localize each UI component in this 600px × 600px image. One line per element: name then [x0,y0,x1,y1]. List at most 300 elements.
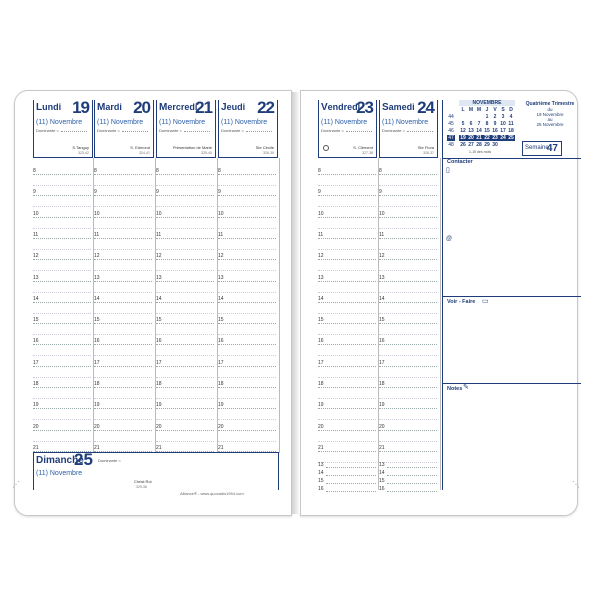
hour-label: 20 [156,423,162,430]
hour-label: 21 [156,444,162,451]
hour-line [318,387,376,388]
hour-label: 16 [156,338,162,345]
mini-day: 12 [460,128,466,134]
day-name: Lundi [36,102,62,113]
hour-line [379,238,437,239]
binding-shadow [292,92,300,514]
hour-label: 13 [94,274,100,281]
half-hour-line [218,185,276,186]
hour-line [218,174,276,175]
pencil-icon: ✎ [463,384,469,391]
half-hour-line [33,377,91,378]
hour-line [94,387,152,388]
hour-line [94,238,152,239]
hour-label: 9 [156,189,159,196]
mini-day: 10 [500,121,506,127]
hour-line [94,281,152,282]
hour-label: 18 [218,381,224,387]
hour-line [94,430,152,431]
hour-label: 20 [94,423,100,430]
mini-day: 29 [484,142,490,148]
half-hour-line [33,206,91,207]
hour-label: 18 [379,381,385,387]
hour-label: 10 [218,210,224,217]
hour-label: 11 [33,231,39,238]
mini-weekday: V [493,107,497,113]
day-number: 20 [133,98,150,117]
hour-line [218,430,276,431]
half-hour-line [33,441,91,442]
day-header [318,100,377,158]
hour-line [379,302,437,303]
hour-line [33,430,91,431]
sunday-month: (11) Novembre [36,470,83,477]
hour-line [33,174,91,175]
mini-day: 7 [477,121,481,127]
hour-label: 12 [33,253,39,260]
hour-line [379,259,437,260]
mini-day: 6 [469,121,473,127]
hour-line [379,366,437,367]
hour-line [318,408,376,409]
half-hour-line [33,292,91,293]
half-hour-line [218,398,276,399]
hour-label: 21 [218,444,224,451]
half-hour-line [318,462,376,463]
hour-line [318,195,376,196]
hour-label: 16 [379,338,385,345]
day-dominante: Dominante = [97,128,148,133]
hour-label: 18 [156,381,162,387]
hour-label: 10 [156,210,162,217]
hour-label: 15 [379,317,385,324]
sunday-name: Dimanche [36,455,84,466]
mini-day: 16 [492,128,498,134]
hour-label: 8 [94,168,97,174]
half-hour-line [156,270,214,271]
phone-icon: ▯ [446,167,450,174]
hour-line [318,174,376,175]
half-hour-line [379,313,437,314]
hour-line [318,281,376,282]
mini-weeknum: 45 [448,121,454,127]
hour-label: 14 [156,295,162,302]
hour-label: 12 [94,253,100,260]
hour-line [33,238,91,239]
hour-label: 10 [94,210,100,217]
hour-label: 9 [33,189,36,196]
hour-label: 20 [379,423,385,430]
day-code: 326-39 [263,151,274,155]
half-hour-line [94,398,152,399]
mini-calendar-footer: 1-15 des mots [469,150,492,154]
hour-label: 12 [218,253,224,260]
hour-line [33,302,91,303]
mini-day: 1 [485,114,489,120]
day-month: (11) Novembre [159,119,206,126]
half-hour-line [379,270,437,271]
mini-day: 27 [468,142,474,148]
hour-line [33,387,91,388]
hour-label: 16 [218,338,224,345]
hour-label: 14 [379,295,385,302]
day-code: 325-40 [201,151,212,155]
day-number: 19 [72,98,89,117]
hour-label: 12 [156,253,162,260]
hour-line [156,387,214,388]
hour-line [387,483,437,484]
hour-line [156,430,214,431]
hour-line [218,195,276,196]
hour-label: 13 [318,462,324,468]
half-hour-line [318,441,376,442]
hour-line [94,408,152,409]
half-hour-line [94,355,152,356]
mini-day: 25 [508,135,514,141]
hour-line [94,344,152,345]
half-hour-line [318,334,376,335]
hour-line [218,408,276,409]
hour-line [379,195,437,196]
hour-line [218,323,276,324]
hour-line [156,302,214,303]
half-hour-line [218,292,276,293]
half-hour-line [33,313,91,314]
hour-label: 17 [218,359,224,366]
half-hour-line [379,228,437,229]
day-header [156,100,216,158]
day-saint: Présentation de Marie [172,145,212,150]
half-hour-line [318,292,376,293]
hour-line [387,491,437,492]
hour-line [156,323,214,324]
column-divider [440,158,441,490]
trimestre-info [520,101,580,127]
mini-day: 17 [500,128,506,134]
hour-line [318,451,376,452]
at-icon: @ [446,236,453,242]
mini-day: 20 [468,135,474,141]
hour-line [326,483,376,484]
mini-day: 14 [476,128,482,134]
half-hour-line [318,313,376,314]
voir-faire-label: Voir - Faire [447,299,476,305]
hour-line [218,259,276,260]
hour-line [218,238,276,239]
half-hour-line [156,334,214,335]
hour-label: 20 [218,423,224,430]
circle-icon [323,145,329,151]
hour-line [33,281,91,282]
half-hour-line [156,206,214,207]
hour-label: 10 [33,210,39,217]
left-corner-mark: ⋰ [12,480,20,489]
half-hour-line [379,334,437,335]
mini-calendar [443,100,518,158]
hour-label: 20 [318,423,324,430]
hour-label: 13 [379,274,385,281]
day-month: (11) Novembre [97,119,144,126]
half-hour-line [94,185,152,186]
column-divider [155,158,156,453]
hour-label: 10 [318,210,324,217]
mini-weekday: M [468,107,474,113]
day-dominante: Dominante = [221,128,272,133]
half-hour-line [379,419,437,420]
hour-label: 15 [218,317,224,324]
hour-line [94,217,152,218]
half-hour-line [318,249,376,250]
sunday-code: 329-36 [136,485,147,489]
hour-line [318,302,376,303]
day-saint: Ste Cécile [255,145,274,150]
hour-label: 17 [379,359,385,366]
hour-line [326,475,376,476]
half-hour-line [94,292,152,293]
hour-line [156,366,214,367]
hour-label: 13 [156,274,162,281]
hour-line [156,281,214,282]
hour-line [156,408,214,409]
hour-line [33,323,91,324]
day-saint: S. Edmond [130,145,150,150]
hour-label: 12 [379,253,385,260]
half-hour-line [379,462,437,463]
half-hour-line [94,228,152,229]
hour-line [218,217,276,218]
hour-label: 13 [218,274,224,281]
day-header [218,100,278,158]
hour-line [94,366,152,367]
half-hour-line [94,313,152,314]
half-hour-line [33,419,91,420]
hour-line [156,174,214,175]
sunday-block [33,452,279,490]
half-hour-line [379,355,437,356]
half-hour-line [218,441,276,442]
hour-line [156,259,214,260]
hour-label: 14 [318,295,324,302]
day-number: 21 [195,98,212,117]
hour-line [94,195,152,196]
day-dominante: Dominante = [321,128,372,133]
half-hour-line [379,292,437,293]
hour-line [326,491,376,492]
hour-label: 12 [318,253,324,260]
mini-day: 2 [493,114,497,120]
day-dominante: Dominante = [36,128,87,133]
mini-day: 4 [509,114,513,120]
half-hour-line [156,249,214,250]
hour-line [218,281,276,282]
mini-weeknum: 47 [448,135,454,141]
half-hour-line [33,249,91,250]
hour-label: 11 [318,231,324,238]
hour-label: 19 [156,402,162,409]
half-hour-line [33,270,91,271]
trimestre-from: 19 Novembre [536,112,564,117]
hour-label: 14 [379,470,385,476]
hour-label: 9 [218,189,221,196]
hour-label: 18 [94,381,100,387]
hour-label: 10 [379,210,385,217]
day-dominante: Dominante = [159,128,210,133]
day-code: 324-41 [139,151,150,155]
half-hour-line [318,419,376,420]
half-hour-line [156,228,214,229]
mini-day: 21 [476,135,482,141]
mini-day: 23 [492,135,498,141]
hour-label: 11 [218,231,224,238]
half-hour-line [379,249,437,250]
mini-day: 15 [484,128,490,134]
half-hour-line [318,377,376,378]
hour-line [218,387,276,388]
hour-line [318,430,376,431]
hour-label: 16 [33,338,39,345]
hour-label: 13 [33,274,39,281]
mini-day: 3 [501,114,505,120]
half-hour-line [94,270,152,271]
half-hour-line [156,185,214,186]
right-corner-mark: ⋱ [572,480,580,489]
hour-label: 19 [318,402,324,409]
hour-line [379,344,437,345]
half-hour-line [33,334,91,335]
hour-line [379,451,437,452]
hour-label: 20 [33,423,39,430]
hour-label: 11 [156,231,162,238]
trimestre-title: Quatrième Trimestre [525,101,575,107]
hour-line [218,344,276,345]
contacter-label: Contacter [447,159,473,165]
hour-line [318,366,376,367]
week-number: 47 [546,143,558,154]
hour-line [156,195,214,196]
mini-day: 19 [460,135,466,141]
hour-label: 9 [94,189,97,196]
half-hour-line [156,313,214,314]
day-header [379,100,438,158]
hour-label: 8 [379,168,382,174]
trimestre-to: 25 Novembre [536,122,564,127]
hour-label: 15 [156,317,162,324]
hour-label: 13 [379,462,385,468]
hour-line [379,217,437,218]
column-divider [378,158,379,490]
day-number: 22 [257,98,274,117]
hour-label: 15 [318,317,324,324]
mini-day: 22 [484,135,490,141]
sunday-number: 25 [74,450,93,469]
day-code: 327-38 [362,151,373,155]
mini-day: 13 [468,128,474,134]
hour-label: 17 [94,359,100,366]
half-hour-line [156,441,214,442]
day-saint: S. Clément [353,145,373,150]
hour-line [156,344,214,345]
half-hour-line [318,355,376,356]
column-divider [93,158,94,453]
day-month: (11) Novembre [321,119,368,126]
day-month: (11) Novembre [221,119,268,126]
day-month: (11) Novembre [382,119,429,126]
half-hour-line [218,355,276,356]
half-hour-line [379,441,437,442]
hour-label: 9 [379,189,382,196]
half-hour-line [33,185,91,186]
hour-line [326,467,376,468]
week-number-box [522,141,562,156]
hour-label: 14 [218,295,224,302]
mini-weekday: S [501,107,505,113]
half-hour-line [33,398,91,399]
hour-line [94,259,152,260]
half-hour-line [218,206,276,207]
half-hour-line [379,377,437,378]
hour-line [379,408,437,409]
mini-weekday: M [476,107,482,113]
half-hour-line [379,206,437,207]
hour-line [318,238,376,239]
mini-weekday: D [509,107,513,113]
column-divider [279,158,280,453]
hour-label: 13 [318,274,324,281]
half-hour-line [94,377,152,378]
mini-day: 11 [508,121,514,127]
hour-label: 18 [318,381,324,387]
hour-line [33,259,91,260]
mini-day: 18 [508,128,514,134]
hour-label: 16 [379,486,385,492]
hour-line [33,217,91,218]
hour-label: 16 [318,338,324,345]
half-hour-line [218,377,276,378]
half-hour-line [218,334,276,335]
document-icon: ▭ [482,298,489,305]
hour-label: 8 [318,168,321,174]
hour-label: 21 [379,444,385,451]
hour-label: 16 [94,338,100,345]
hour-line [156,217,214,218]
half-hour-line [94,334,152,335]
day-header [33,100,93,158]
mini-day: 30 [492,142,498,148]
hour-line [218,366,276,367]
hour-line [379,323,437,324]
half-hour-line [318,270,376,271]
hour-label: 11 [94,231,100,238]
half-hour-line [379,398,437,399]
hour-line [218,302,276,303]
column-divider [217,158,218,453]
trimestre-au: au [547,117,553,122]
day-code: 323-42 [78,151,89,155]
half-hour-line [318,228,376,229]
hour-label: 17 [318,359,324,366]
hour-label: 18 [33,381,39,387]
mini-day: 9 [493,121,497,127]
voir-divider [443,296,581,297]
hour-line [387,467,437,468]
hour-line [318,259,376,260]
hour-label: 19 [94,402,100,409]
hour-line [94,323,152,324]
hour-line [318,344,376,345]
hour-line [33,366,91,367]
hour-line [94,174,152,175]
hour-line [379,430,437,431]
